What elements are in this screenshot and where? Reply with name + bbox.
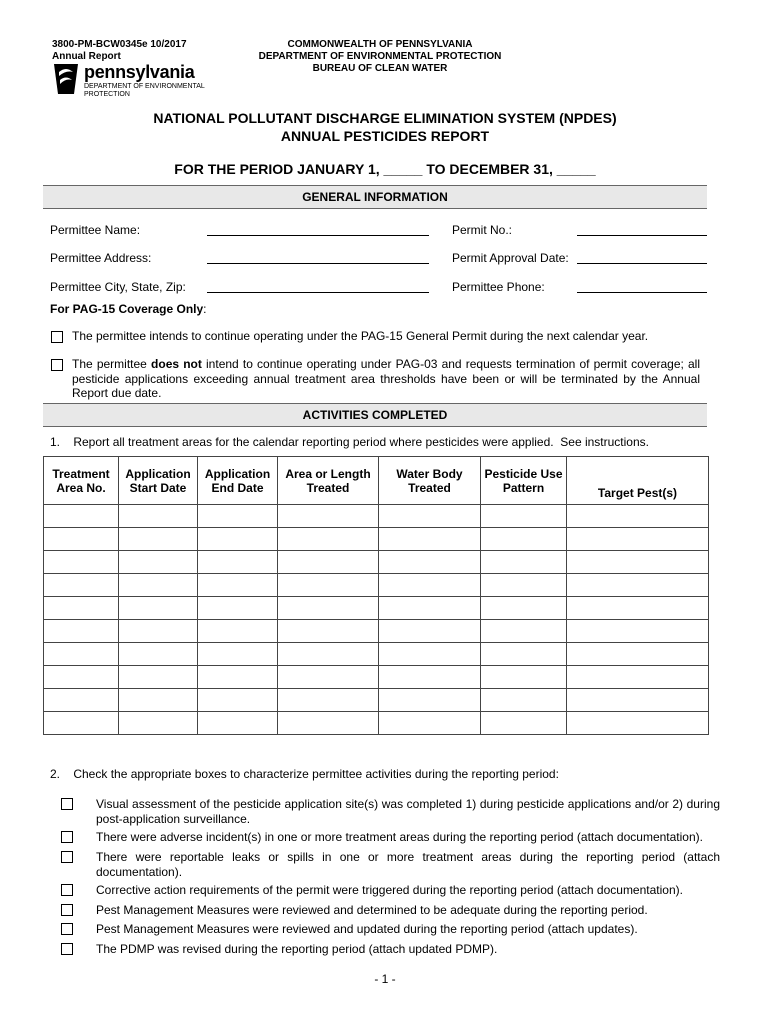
activity-check-text: The PDMP was revised during the reporting period (attach updated PDMP).	[96, 942, 498, 956]
column-header: Application End Date	[198, 457, 278, 505]
activity-checkbox[interactable]	[61, 798, 73, 810]
table-cell[interactable]	[379, 505, 481, 528]
table-cell[interactable]	[44, 528, 119, 551]
permit-no-label: Permit No.:	[452, 223, 513, 237]
logo-sub1: DEPARTMENT OF ENVIRONMENTAL	[84, 83, 205, 90]
permit-no-field[interactable]	[577, 235, 707, 236]
column-header: Target Pest(s)	[567, 457, 709, 505]
pag15-terminate-text	[72, 357, 700, 401]
table-cell[interactable]	[379, 689, 481, 712]
activities-item1: 1. Report all treatment areas for the calendar reporting period where pesticides were applied. See instructions.	[50, 435, 649, 449]
activity-checkbox[interactable]	[61, 904, 73, 916]
table-cell[interactable]	[44, 505, 119, 528]
table-cell[interactable]	[198, 528, 278, 551]
table-cell[interactable]	[567, 551, 709, 574]
table-cell[interactable]	[567, 666, 709, 689]
table-cell[interactable]	[481, 551, 567, 574]
table-cell[interactable]	[198, 597, 278, 620]
table-row	[44, 712, 709, 735]
table-cell[interactable]	[481, 643, 567, 666]
table-cell[interactable]	[278, 551, 379, 574]
table-cell[interactable]	[278, 643, 379, 666]
permittee-name-label: Permittee Name:	[50, 223, 141, 237]
table-cell[interactable]	[379, 620, 481, 643]
table-cell[interactable]	[119, 528, 198, 551]
pag15-continue-text: The permittee intends to continue operating under the PAG-15 General Permit during the next calendar year.	[72, 329, 649, 343]
table-cell[interactable]	[44, 574, 119, 597]
table-cell[interactable]	[44, 689, 119, 712]
table-cell[interactable]	[379, 597, 481, 620]
activity-check-text: Pest Management Measures were reviewed and updated during the reporting period (attach updates).	[96, 922, 638, 936]
table-row	[44, 551, 709, 574]
table-cell[interactable]	[198, 505, 278, 528]
permittee-name-field[interactable]	[207, 235, 429, 236]
table-cell[interactable]	[567, 574, 709, 597]
form-id: 3800-PM-BCW0345e 10/2017	[52, 39, 187, 50]
column-header: Water Body Treated	[379, 457, 481, 505]
permittee-city-field[interactable]	[207, 292, 429, 293]
table-cell[interactable]	[278, 689, 379, 712]
activities-item2: 2. Check the appropriate boxes to characterize permittee activities during the reporting period:	[50, 767, 559, 781]
table-row	[44, 528, 709, 551]
title-line2: ANNUAL PESTICIDES REPORT	[280, 128, 490, 144]
activity-checkbox[interactable]	[61, 923, 73, 935]
permittee-phone-field[interactable]	[577, 292, 707, 293]
pa-dep-logo	[50, 62, 210, 102]
table-cell[interactable]	[379, 666, 481, 689]
table-cell[interactable]	[567, 712, 709, 735]
table-row	[44, 689, 709, 712]
form-type: Annual Report	[52, 51, 121, 62]
pag15-label-colon: :	[203, 302, 207, 316]
table-cell[interactable]	[379, 712, 481, 735]
permit-approval-date-label: Permit Approval Date:	[452, 251, 569, 265]
table-cell[interactable]	[119, 574, 198, 597]
table-row	[44, 505, 709, 528]
table-cell[interactable]	[44, 597, 119, 620]
table-cell[interactable]	[379, 643, 481, 666]
option2-bold: does not	[151, 357, 202, 371]
table-row	[44, 643, 709, 666]
table-cell[interactable]	[278, 505, 379, 528]
table-cell[interactable]	[44, 712, 119, 735]
permit-approval-date-field[interactable]	[577, 263, 707, 264]
treatment-areas-table	[43, 456, 709, 735]
table-cell[interactable]	[278, 712, 379, 735]
table-cell[interactable]	[198, 643, 278, 666]
table-cell[interactable]	[567, 528, 709, 551]
logo-sub2: PROTECTION	[84, 91, 130, 98]
permittee-address-field[interactable]	[207, 263, 429, 264]
table-cell[interactable]	[278, 620, 379, 643]
activity-checkbox[interactable]	[61, 851, 73, 863]
table-cell[interactable]	[119, 551, 198, 574]
table-cell[interactable]	[481, 597, 567, 620]
column-header: Treatment Area No.	[44, 457, 119, 505]
org-line1: COMMONWEALTH OF PENNSYLVANIA	[287, 39, 473, 50]
pag15-label-text: For PAG-15 Coverage Only	[50, 302, 204, 316]
org-line2: DEPARTMENT OF ENVIRONMENTAL PROTECTION	[258, 51, 502, 62]
activity-checkbox[interactable]	[61, 884, 73, 896]
table-cell[interactable]	[567, 620, 709, 643]
activity-checkbox[interactable]	[61, 831, 73, 843]
table-cell[interactable]	[44, 643, 119, 666]
pag15-label	[50, 302, 207, 316]
activity-check-text: Corrective action requirements of the permit were triggered during the reporting period (attach documentation).	[96, 883, 683, 897]
table-cell[interactable]	[198, 574, 278, 597]
table-row	[44, 666, 709, 689]
table-cell[interactable]	[567, 597, 709, 620]
table-cell[interactable]	[379, 528, 481, 551]
option2-pre: The permittee	[72, 357, 152, 371]
general-info-heading: GENERAL INFORMATION	[43, 185, 707, 209]
pag15-continue-checkbox[interactable]	[51, 331, 63, 343]
table-cell[interactable]	[567, 505, 709, 528]
column-header: Pesticide Use Pattern	[481, 457, 567, 505]
table-cell[interactable]	[379, 574, 481, 597]
table-cell[interactable]	[119, 689, 198, 712]
keystone-icon	[50, 62, 82, 96]
table-cell[interactable]	[198, 712, 278, 735]
activity-checkbox[interactable]	[61, 943, 73, 955]
logo-name: pennsylvania	[84, 62, 195, 82]
table-cell[interactable]	[198, 666, 278, 689]
page-number: - 1 -	[374, 972, 396, 986]
permittee-address-label: Permittee Address:	[50, 251, 152, 265]
table-cell[interactable]	[198, 620, 278, 643]
org-line3: BUREAU OF CLEAN WATER	[312, 63, 448, 74]
table-row	[44, 574, 709, 597]
activity-check-text: There were reportable leaks or spills in one or more treatment areas during the reporting period (attach documentation).	[96, 850, 720, 879]
table-cell[interactable]	[567, 689, 709, 712]
table-cell[interactable]	[481, 574, 567, 597]
table-cell[interactable]	[278, 597, 379, 620]
table-cell[interactable]	[481, 620, 567, 643]
table-cell[interactable]	[44, 551, 119, 574]
table-cell[interactable]	[44, 620, 119, 643]
permittee-phone-label: Permittee Phone:	[452, 280, 545, 294]
column-header: Area or Length Treated	[278, 457, 379, 505]
table-cell[interactable]	[198, 689, 278, 712]
table-cell[interactable]	[278, 528, 379, 551]
activity-check-text: Visual assessment of the pesticide application site(s) was completed 1) during pesticide applications and/or 2) during post-application surveillance.	[96, 797, 720, 826]
table-cell[interactable]	[119, 505, 198, 528]
activities-heading: ACTIVITIES COMPLETED	[43, 403, 707, 427]
table-cell[interactable]	[198, 551, 278, 574]
table-cell[interactable]	[379, 551, 481, 574]
activity-check-text: Pest Management Measures were reviewed and determined to be adequate during the reporting period.	[96, 903, 648, 917]
table-cell[interactable]	[44, 666, 119, 689]
table-cell[interactable]	[119, 597, 198, 620]
table-row	[44, 620, 709, 643]
table-cell[interactable]	[481, 712, 567, 735]
table-cell[interactable]	[567, 643, 709, 666]
table-cell[interactable]	[481, 528, 567, 551]
reporting-period: FOR THE PERIOD JANUARY 1, _____ TO DECEMBER 31, _____	[174, 161, 596, 177]
table-cell[interactable]	[278, 666, 379, 689]
activity-check-text: There were adverse incident(s) in one or more treatment areas during the reporting period (attach documentation).	[96, 830, 703, 844]
table-cell[interactable]	[278, 574, 379, 597]
table-cell[interactable]	[119, 643, 198, 666]
column-header: Application Start Date	[119, 457, 198, 505]
permittee-city-label: Permittee City, State, Zip:	[50, 280, 186, 294]
title-line1: NATIONAL POLLUTANT DISCHARGE ELIMINATION SYSTEM (NPDES)	[153, 110, 617, 126]
table-cell[interactable]	[119, 712, 198, 735]
pag15-terminate-checkbox[interactable]	[51, 359, 63, 371]
table-cell[interactable]	[481, 666, 567, 689]
option2-post: intend to continue operating under PAG-03 and requests termination of permit coverage; all pesticide applications exceeding annual treatment area thresholds have been or will be terminated by the Annual Report due date.	[72, 357, 700, 400]
table-row	[44, 597, 709, 620]
table-cell[interactable]	[119, 666, 198, 689]
table-cell[interactable]	[481, 689, 567, 712]
table-header-row	[44, 457, 709, 505]
table-cell[interactable]	[119, 620, 198, 643]
table-cell[interactable]	[481, 505, 567, 528]
